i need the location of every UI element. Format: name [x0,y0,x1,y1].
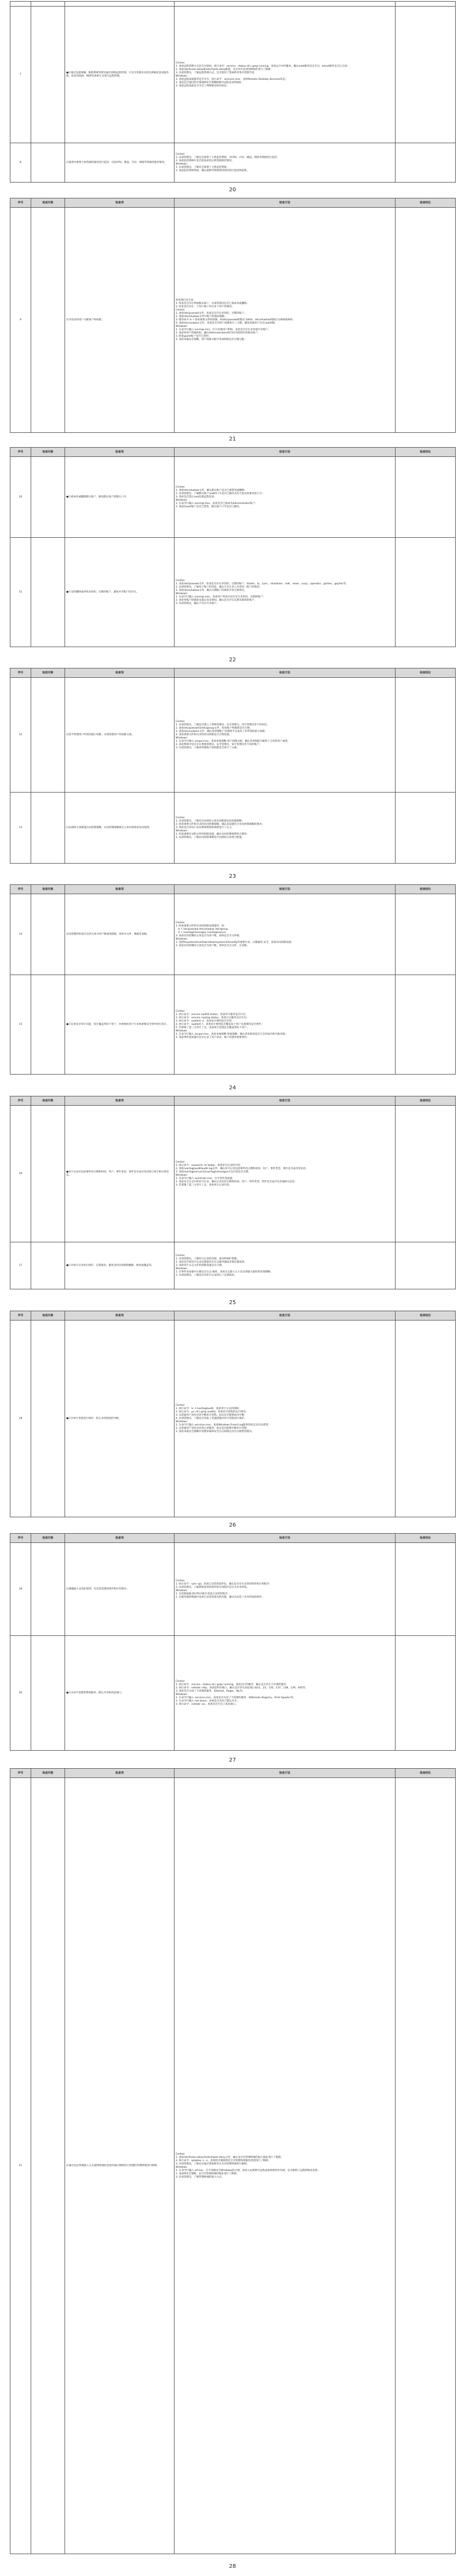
header-seq: 序号 [10,668,31,678]
row-result [396,1778,456,2554]
header-object: 检查对象 [31,448,65,457]
row-result [396,894,456,975]
row-item: ●应对审计记录进行保护，定期备份，避免受到未预期的删除、修改或覆盖等。 [65,1242,175,1289]
table-section [10,198,455,433]
row-object [31,7,65,143]
row-item: 应对登录的用户分配账户和权限。 [65,208,175,433]
table-header-row [10,198,456,208]
table-row [10,894,456,975]
row-method: Centos: 1. 查看远程管理方式是否为SSH，执行命令：service --status-all | grep running，查看运行中的服务，确认sshd服务是否开启，telnet服务是否已关闭； 2. 查看/etc/hosts.allow和/etc/hosts.deny配置，是否对可登录的IP地址进行了限制； 3. 访谈管理员，了解远程管理方式，是否使用了堡垒机等集中管理手段。 Windows: 1. 查看远程桌面服务是否开启，执行命令：services.msc，查看Remote Desktop Services状态； 2. 查看是否通过防火墙或IP安全策略限制可远程登录的地址； 3. 查看远程桌面是否开启了网络级别身份验证。 [175,7,396,143]
header-object: 检查对象 [31,1534,65,1543]
row-seq: 7 [10,7,31,143]
check-table [10,1,456,183]
header-item: 检查项 [65,885,175,894]
page-number: 22 [229,657,236,663]
row-seq: 16 [10,1106,31,1242]
row-object [31,143,65,183]
header-object: 检查对象 [31,885,65,894]
table-row [10,457,456,538]
header-object: 检查对象 [31,1769,65,1778]
header-object: 检查对象 [31,668,65,678]
row-item: ●应重命名或删除默认账户，修改默认账户的默认口令。 [65,457,175,538]
table-row [10,975,456,1075]
row-result [396,1321,456,1517]
page-number: 23 [229,873,236,879]
header-item: 检查项 [65,448,175,457]
header-method: 检查方法 [175,1769,396,1778]
check-table [10,884,456,1075]
row-object [31,894,65,975]
header-item: 检查项 [65,1534,175,1543]
table-header-row [10,1769,456,1778]
row-method: Centos: 1. 访谈管理员，了解是否由授权主体负责配置访问控制策略； 2. 检查重要文件和目录的访问控制策略，确认其设置符合访问控制策略的要求； 3. 查看是否对用户访问系统资源的规则进行了定义。 Windows: 1. 检查重要目录和文件的权限设置，确认访问控制规则的合理性； 2. 访谈管理员，了解访问控制策略是否由授权主体进行配置。 [175,793,396,864]
row-object [31,1106,65,1242]
row-object [31,975,65,1075]
header-object: 检查对象 [31,1096,65,1106]
row-item: ●应关闭不需要的系统服务、默认共享和高危端口。 [65,1636,175,1751]
table-row [10,143,456,183]
table-row [10,678,456,793]
check-table [10,198,456,433]
header-object: 检查对象 [31,1311,65,1321]
header-item: 检查项 [65,668,175,678]
row-item: ●应启用安全审计功能，审计覆盖到每个用户，对重要的用户行为和重要安全事件进行审计。 [65,975,175,1075]
header-method: 检查方法 [175,448,396,457]
row-seq: 8 [10,143,31,183]
row-method: Centos: 1. 执行命令：rpm -qa，查看已安装的软件包，确认是否存在多余的组件和应用程序； 2. 访谈管理员，了解系统安装的组件和应用程序是否为业务所需。 Windows: 1. 在控制面板-程序和功能中查看已安装的程序； 2. 在服务器管理器中查看已安装的角色和功能，确认仅安装了业务所需的组件。 [175,1543,396,1636]
row-result [396,1636,456,1751]
row-object [31,793,65,864]
row-method: Centos: 1. 执行命令：ausearch -ts today，查看审计记录的内容； 2. 查看/var/log/audit/audit.log文件，确认审计记录包括事件的日期和时间、用户、事件类型、事件是否成功等信息； 3. 查看/var/log/secure及/var/log/messages日志内容是否完整。 Windows: 1. 在命令行输入 eventvwr.msc，打开事件查看器； 2. 查看安全日志中的审计记录，确认记录包括日期和时间、用户、事件类型、事件是否成功及其他相关信息； 3. 若部署了第三方审计工具，查看审计记录内容。 [175,1106,396,1242]
row-object [31,1321,65,1517]
header-method: 检查方法 [175,1534,396,1543]
header-object: 检查对象 [31,198,65,208]
header-result: 检查结论 [396,1769,456,1778]
header-seq: 序号 [10,1096,31,1106]
row-object [31,538,65,647]
table-row [10,1636,456,1751]
table-row [10,1778,456,2554]
row-method: Centos: 1. 查看/etc/shadow文件，确认默认账户是否已被禁用或删除； 2. 访谈管理员，了解默认账户root的口令是否已修改为符合复杂度要求的口令； 3. 查看是否禁止root直接远程登录。 Windows: 1. 在命令行输入 lusrmgr.msc，查看是否已重命名Administrator账户； 2. 查看Guest账户是否已禁用，默认账户口令是否已修改。 [175,457,396,538]
row-item: ●应及时删除或停用多余的、过期的账户，避免共享账户的存在。 [65,538,175,647]
table-header-row [10,448,456,457]
row-result [396,208,456,433]
table-header-row [10,885,456,894]
check-table [10,1096,456,1289]
row-method: Centos: 1. 执行命令：service auditd status，查看审计服务是否开启； 2. 执行命令：service rsyslog status，查看日志服务是否开启； 3. 执行命令：auditctl -s，查看审计规则是否启用； 4. 执行命令：auditctl -l，查看审计规则是否覆盖每个用户及重要的安全事件； 5. 若部署了第三方审计工具，查看审计范围是否覆盖到每个用户。 Windows: 1. 在命令行输入 secpol.msc，查看本地策略-审核策略，确认各审核项是否已启用成功和失败审核； 2. 查看事件查看器中是否记录了用户登录、账户管理等重要事件。 [175,975,396,1075]
header-item: 检查项 [65,1311,175,1321]
row-seq: 21 [10,1778,31,2554]
row-result [396,975,456,1075]
table-section [10,1768,455,2554]
row-result [396,1242,456,1289]
row-result [396,1106,456,1242]
row-result [396,1543,456,1636]
header-result: 检查结论 [396,1534,456,1543]
table-section [10,884,455,1075]
row-result [396,143,456,183]
header-seq: 序号 [10,885,31,894]
row-result [396,7,456,143]
header-result: 检查结论 [396,1311,456,1321]
header-method: 检查方法 [175,885,396,894]
table-section [10,668,455,864]
table-header-row [10,668,456,678]
table-row [10,1543,456,1636]
row-item: 应提供对重要主机资源的使用进行监控，包括CPU、硬盘、内存、网络等资源的使用情况。 [65,143,175,183]
page-number: 25 [229,1300,236,1306]
header-seq: 序号 [10,1534,31,1543]
table-header-row [10,1311,456,1321]
check-table [10,447,456,647]
row-item: 应通过设定终端接入方式或网络地址范围对通过网络进行管理的管理终端进行限制。 [65,1778,175,2554]
table-header-row [10,1534,456,1543]
table-row [10,793,456,864]
header-item: 检查项 [65,1096,175,1106]
header-seq: 序号 [10,1311,31,1321]
row-item: 应由授权主体配置访问控制策略，访问控制策略规定主体对客体的访问规则。 [65,793,175,864]
row-result [396,678,456,793]
header-seq: 序号 [10,1769,31,1778]
page-number: 27 [229,1757,236,1763]
table-section [10,447,455,647]
table-section [10,1533,455,1751]
table-row [10,208,456,433]
table-section [10,1311,455,1517]
row-seq: 19 [10,1543,31,1636]
page-number: 20 [229,187,236,193]
row-object [31,208,65,433]
row-method: Centos: 1. 执行命令：service --status-all | grep running，查看运行的服务，确认是否存在不必要的服务； 2. 执行命令：netstat -ntlp，查看监听的端口，确认是否存在高危端口如21、23、135、137、138、139、445等； 3. 查看是否关闭了不需要的服务，如telnet、finger、ftp等。 Windows: 1. 在命令行输入 services.msc，查看是否关闭了不需要的服务，如Remote Registry、Print Spooler等； 2. 在命令行输入 net share，查看是否关闭了默认共享； 3. 执行命令：netstat -an，查看是否开启了高危端口。 [175,1636,396,1751]
row-item: 应授予管理用户所需的最小权限，实现管理用户的权限分离。 [65,678,175,793]
row-object [31,1778,65,2554]
row-method: Centos: 1. 查看/etc/hosts.allow及/etc/hosts.deny文件，确认是否对管理终端的接入地址进行了限制； 2. 执行命令：iptables -L -n，查看防火墙规则是否对管理终端地址范围进行了限制； 3. 访谈管理员，了解是否通过堡垒机等方式对管理终端进行限制。 Windows: 1. 在命令行输入 wf.msc，打开高级安全Windows防火墙，查看入站规则中远程桌面规则的作用域，是否限制了远程IP地址范围； 2. 查看IP安全策略，是否对管理终端的地址进行了限制； 3. 访谈管理员，了解管理终端的接入方式。 [175,1778,396,2554]
page-number: 24 [229,1085,236,1091]
row-seq: 11 [10,538,31,647]
page-number: 28 [229,2563,236,2569]
row-item: 应遵循最小安装的原则，仅安装需要的组件和应用程序。 [65,1543,175,1636]
page-number: 26 [229,1522,236,1528]
header-method: 检查方法 [175,1311,396,1321]
row-object [31,457,65,538]
check-table [10,1768,456,2554]
page-number: 21 [229,436,236,442]
table-row [10,1106,456,1242]
row-seq: 20 [10,1636,31,1751]
row-seq: 17 [10,1242,31,1289]
row-object [31,1636,65,1751]
row-item: 访问控制的粒度应达到主体为用户级或进程级，客体为文件、数据库表级。 [65,894,175,975]
header-result: 检查结论 [396,198,456,208]
header-result: 检查结论 [396,885,456,894]
header-method: 检查方法 [175,198,396,208]
row-result [396,457,456,538]
table-section [10,1,455,183]
row-object [31,678,65,793]
row-item: ●审计记录应包括事件的日期和时间、用户、事件类型、事件是否成功及其他与审计相关的信息。 [65,1106,175,1242]
check-table [10,1533,456,1751]
row-method: Centos: 1. 查看/etc/passwd文件，检查是否存在多余的、过期的账户，如adm、lp、sync、shutdown、halt、news、uucp、operator、games、gopher等； 2. 访谈管理员，了解每个账户的用途，确认不存在多人共用同一账户的情况； 3. 查看/etc/shadow文件，确认过期账户的密码字段已被锁定。 Windows: 1. 在命令行输入 lusrmgr.msc，查看用户列表中是否存在多余的、过期的账户； 2. 查看各账户的描述及最后登录时间，确认是否存在长期未使用的账户； 3. 访谈管理员，确认不存在共享账户。 [175,538,396,647]
row-seq: 14 [10,894,31,975]
row-item: ●应对审计进程进行保护，防止未经授权的中断。 [65,1321,175,1517]
header-item: 检查项 [65,198,175,208]
table-row [10,538,456,647]
table-row [10,1242,456,1289]
row-item: ●应通过设置策略，限制系统管理员通过网络远程管理，只允许管理员从特定IP地址登录服务器，如采用SSH、RDP等加密方式进行远程管理。 [65,7,175,143]
header-method: 检查方法 [175,1096,396,1106]
header-seq: 序号 [10,198,31,208]
row-seq: 15 [10,975,31,1075]
row-method: 检查项目及方法： 1. 检查是否存在系统默认账户，访谈管理员是否已重命名或删除； 2. 检查是否存在一个用户账户对应多个用户的情况。 Centos: 1. 查看/etc/passwd文件，查看是否存在多余的、过期的账户； 2. 查看/etc/shadow文件中账户的密码策略； 3. 使用命令 ls -l 查看重要文件的权限，如/etc/passwd权限应为644，/etc/shadow权限应为400或000； 4. 查看/etc/sudoers文件，查看是否对用户权限进行了分配，避免普通用户具有root权限。 Windows: 1. 在命令行输入 lusrmgr.msc，打开本地用户和组，查看是否存在多余或共享账户； 2. 查看各用户所属的组，确认Administrators组内仅有授权的管理员账户； 3. 检查guest账户是否已禁用； 4. 查看本地安全策略，用户权限分配中各项权限是否合理分配。 [175,208,396,433]
row-object [31,1543,65,1636]
row-method: Centos: 1. 检查重要文件和目录的权限设置情况，如： ls -l /etc/passwd /etc/shadow /etc/group ls -l /var/log/messages /var/log/secure 2. 查看访问控制的主体是否为用户级，客体是否为文件级。 Windows: 1. 选择%systemdrive%\windows\system32\config等重要目录，右键属性-安全，查看访问权限设置； 2. 查看访问控制的主体是否为用户级，客体是否为文件、目录级。 [175,894,396,975]
row-method: Centos: 1. 访谈管理员，了解是否部署了主机监控系统，对CPU、内存、磁盘、网络等资源进行监控； 2. 查看监控系统中是否能查看到主机资源使用情况。 Windows: 1. 访谈管理员，了解是否部署了主机监控系统； 2. 查看监控系统界面，确认能够对资源使用情况进行监控和报警。 [175,143,396,183]
header-method: 检查方法 [175,668,396,678]
row-result [396,793,456,864]
row-seq: 9 [10,208,31,433]
row-seq: 18 [10,1321,31,1517]
table-row [10,7,456,143]
row-method: Centos: 1. 访谈管理员，了解审计记录的存储、备份和保护措施； 2. 查看是否将审计记录定期备份至日志服务器或其他存储设备； 3. 查看审计日志文件的权限设置是否合理。 Windows: 1. 在事件查看器中右键安全日志-属性，查看日志最大大小及达到最大值时的处理策略； 2. 访谈管理员，了解是否对审计记录进行了定期备份。 [175,1242,396,1289]
row-result [396,538,456,647]
row-object [31,1242,65,1289]
header-result: 检查结论 [396,1096,456,1106]
header-item: 检查项 [65,1769,175,1778]
row-seq: 12 [10,678,31,793]
row-method: Centos: 1. 访谈管理员，了解是否建立了系统管理员、安全管理员、审计管理员等不同角色； 2. 查看/etc/passwd及/etc/group文件，检查账户所属组是否合理； 3. 查看/etc/sudoers文件，确认各管理账户仅被授予完成其工作所需的最小权限； 4. 查看重要文件和目录的访问权限是否合理设置。 Windows: 1. 在命令行输入 secpol.msc，查看本地策略-用户权限分配，确认各项权限分配给了合适的用户或组； 2. 查看系统中是否存在系统管理员、安全管理员、审计管理员等不同的账户； 3. 访谈管理员，了解各管理账户的权限是否进行了分离。 [175,678,396,793]
table-section [10,1096,455,1289]
check-table [10,1311,456,1517]
row-seq: 13 [10,793,31,864]
header-result: 检查结论 [396,448,456,457]
row-method: Centos: 1. 执行命令：ls -l /var/log/audit，查看审计日志的权限； 2. 执行命令：ps -ef | grep auditd，查看审计进程的运行情况； 3. 以普通用户身份尝试中断审计进程，验证是否能够成功中断； 4. 访谈管理员，了解是否采取了其他措施对审计进程进行保护。 Windows: 1. 在命令行输入 services.msc，查看Windows Event Log服务的状态及启动类型； 2. 以普通用户身份尝试停止该服务，验证是否能够中断审计进程； 3. 查看本地安全策略中管理审核和安全日志权限是否仅分配给管理员。 [175,1321,396,1517]
header-seq: 序号 [10,448,31,457]
table-header-row [10,1096,456,1106]
table-row [10,1321,456,1517]
row-seq: 10 [10,457,31,538]
check-table [10,668,456,864]
header-result: 检查结论 [396,668,456,678]
